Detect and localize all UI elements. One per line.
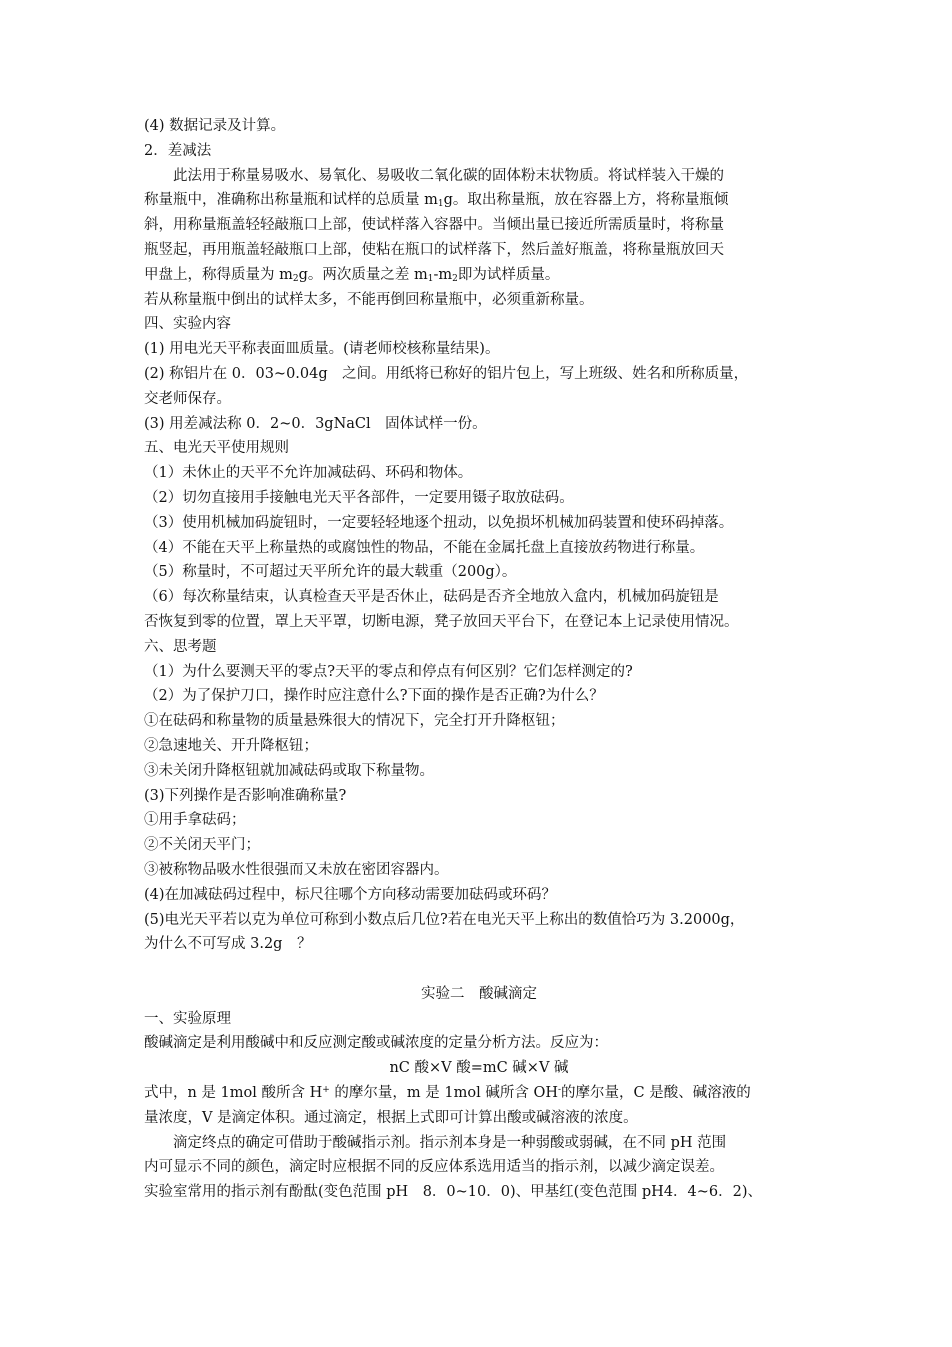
rule-item: （6）每次称量结束，认真检查天平是否休止，砝码是否齐全地放入盒内，机械加码旋钮是 [144, 589, 719, 606]
paragraph-line: 量浓度，V 是滴定体积。通过滴定，根据上式即可计算出酸或碱溶液的浓度。 [144, 1109, 638, 1126]
rule-item: （2）切勿直接用手接触电光天平各部件，一定要用镊子取放砝码。 [144, 489, 574, 506]
question-subitem: ①用手拿砝码； [144, 812, 246, 829]
paragraph-line: 此法用于称量易吸水、易氧化、易吸收二氧化碳的固体粉末状物质。将试样装入干燥的 [173, 167, 724, 184]
rule-item: （4）不能在天平上称量热的或腐蚀性的物品，不能在金属托盘上直接放药物进行称量。 [144, 539, 705, 556]
section-heading: 一、实验原理 [144, 1010, 231, 1027]
question-item: (4)在加减砝码过程中，标尺往哪个方向移动需要加砝码或环码？ [144, 886, 557, 903]
section-heading: 2．差减法 [144, 142, 212, 159]
question-item: （1）为什么要测天平的零点?天平的零点和停点有何区别？它们怎样测定的? [144, 663, 633, 680]
paragraph-line: 酸碱滴定是利用酸碱中和反应测定酸或碱浓度的定量分析方法。反应为： [144, 1035, 608, 1052]
paragraph-line: 称量瓶中，准确称出称量瓶和试样的总质量 $m_1g$。取出称量瓶，放在容器上方，将称量瓶倾 [144, 192, 729, 210]
question-subitem: ③被称物品吸水性很强而又未放在密团容器内。 [144, 861, 449, 878]
experiment-title: 实验二 酸碱滴定 [421, 985, 537, 1002]
paragraph-line: 甲盘上，称得质量为 $m_2g$。两次质量之差 $m_1-m_2$即为试样质量。 [144, 266, 560, 284]
rule-item: （3）使用机械加码旋钮时，一定要轻轻地逐个扭动，以免损坏机械加码装置和使环码掉落。 [144, 514, 734, 531]
paragraph-line: 瓶竖起，再用瓶盖轻敲瓶口上部，使粘在瓶口的试样落下，然后盖好瓶盖，将称量瓶放回天 [144, 241, 724, 258]
document-page [144, 114, 814, 1205]
question-item: （2）为了保护刀口，操作时应注意什么?下面的操作是否正确?为什么？ [144, 688, 604, 705]
question-subitem: ②急速地关、开升降枢钮； [144, 737, 318, 754]
list-item-continuation: 交老师保存。 [144, 390, 231, 407]
question-item: (5)电光天平若以克为单位可称到小数点后几位?若在电光天平上称出的数值恰巧为 3.2000g， [144, 911, 745, 928]
question-subitem: ③未关闭升降枢钮就加减砝码或取下称量物。 [144, 762, 434, 779]
list-item: (3) 用差减法称 0．2~0．3gNaCl 固体试样一份。 [144, 415, 487, 432]
list-item: (1) 用电光天平称表面皿质量。(请老师校核称量结果)。 [144, 341, 500, 358]
paragraph-line: 实验室常用的指示剂有酚酞(变色范围 pH 8．0~10．0)、甲基红(变色范围 pH4．4~6．2)、 [144, 1184, 763, 1201]
rule-item: （1）未休止的天平不允许加减砝码、环码和物体。 [144, 465, 473, 482]
spacer [144, 957, 814, 982]
section-heading: 六、思考题 [144, 638, 217, 655]
formula: nC 酸×V 酸=mC 碱×V 碱 [389, 1060, 569, 1077]
section-heading: 四、实验内容 [144, 316, 231, 333]
list-item: (4) 数据记录及计算。 [144, 118, 286, 134]
section-heading: 五、电光天平使用规则 [144, 440, 289, 457]
rule-item-continuation: 否恢复到零的位置，罩上天平罩，切断电源，凳子放回天平台下，在登记本上记录使用情况。 [144, 613, 739, 630]
question-item: (3)下列操作是否影响准确称量? [144, 787, 347, 804]
question-subitem: ②不关闭天平门； [144, 837, 260, 854]
question-item-continuation: 为什么不可写成 3.2g ？ [144, 936, 312, 953]
paragraph-line: 滴定终点的确定可借助于酸碱指示剂。指示剂本身是一种弱酸或弱碱，在不同 pH 范围 [173, 1134, 727, 1151]
list-item: (2) 称铝片在 0．03~0.04g 之间。用纸将已称好的铝片包上，写上班级、姓名和所称质量， [144, 365, 749, 382]
paragraph-line: 斜，用称量瓶盖轻轻敲瓶口上部，使试样落入容器中。当倾出量已接近所需质量时，将称量 [144, 217, 724, 234]
rule-item: （5）称量时，不可超过天平所允许的最大载重（200g）。 [144, 564, 517, 581]
note-line: 若从称量瓶中倒出的试样太多，不能再倒回称量瓶中，必须重新称量。 [144, 291, 594, 308]
paragraph-line: 式中，n 是 1mol 酸所含 H+ 的摩尔量，m 是 1mol 碱所含 OH-的摩尔量，C 是酸、碱溶液的 [144, 1085, 751, 1102]
paragraph-line: 内可显示不同的颜色，滴定时应根据不同的反应体系选用适当的指示剂，以减少滴定误差。 [144, 1159, 724, 1176]
question-subitem: ①在砝码和称量物的质量悬殊很大的情况下，完全打开升降枢钮； [144, 713, 565, 730]
